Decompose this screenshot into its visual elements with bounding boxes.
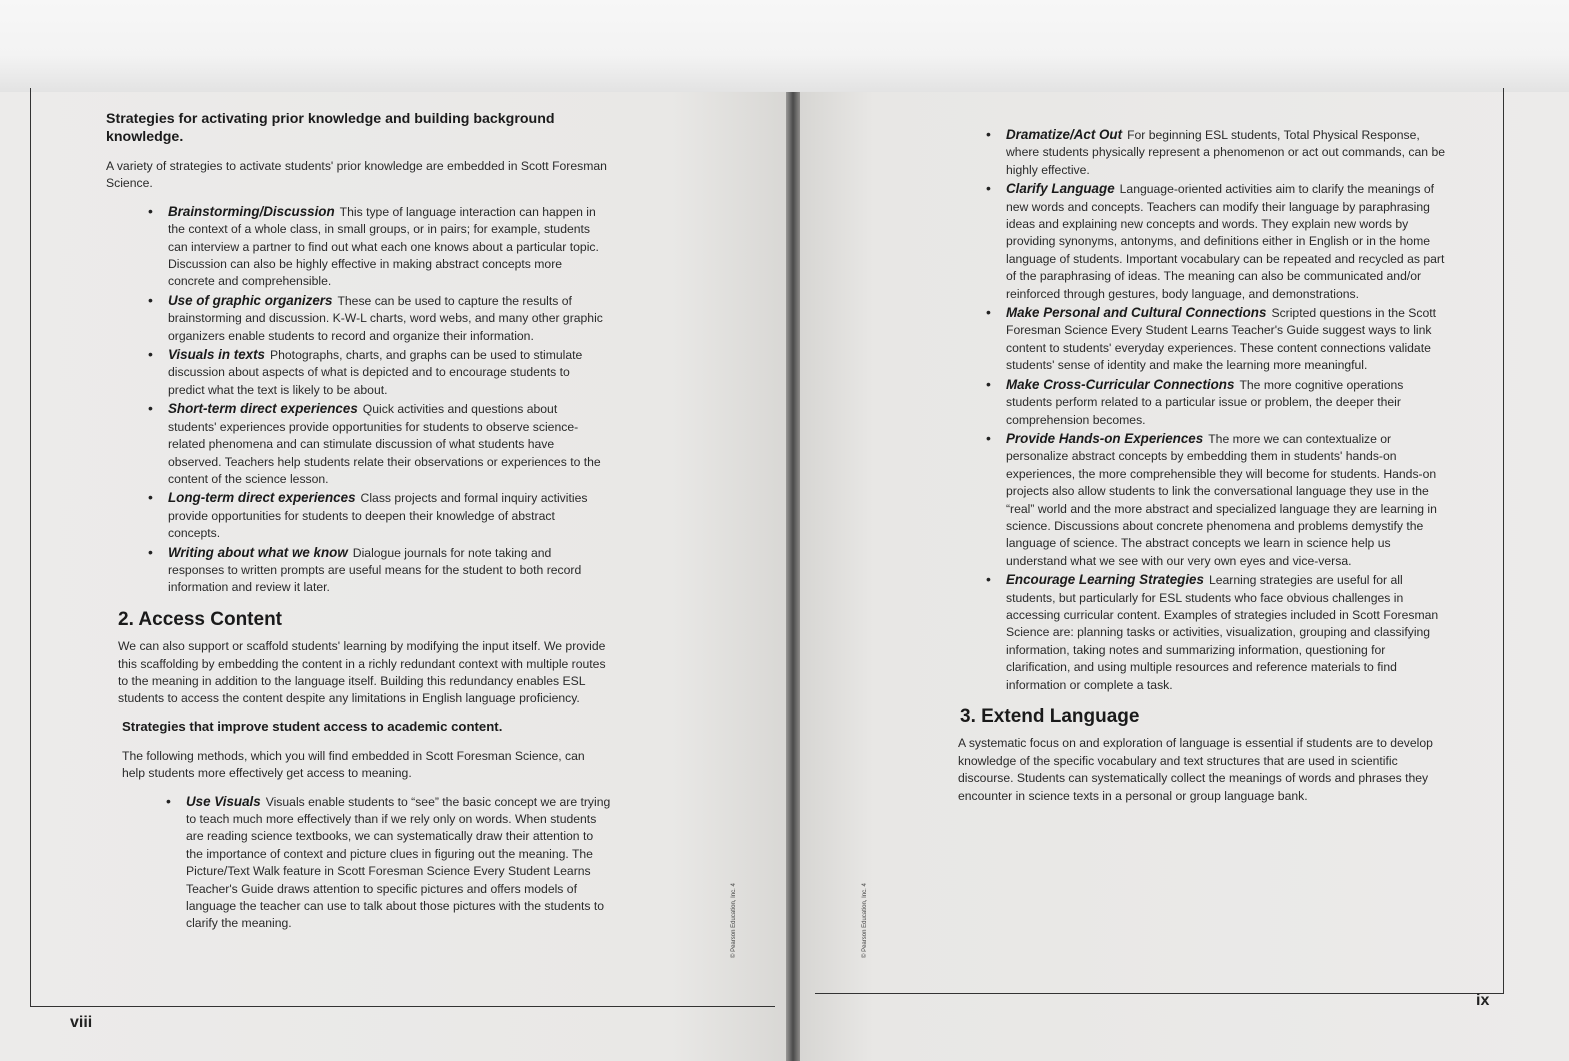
bullet-lead: Brainstorming/Discussion <box>168 203 335 219</box>
prior-knowledge-list <box>168 203 608 597</box>
bullet-lead: Make Cross-Curricular Connections <box>1006 376 1235 392</box>
left-column <box>106 110 611 945</box>
list-item <box>1006 304 1446 375</box>
bullet-lead: Dramatize/Act Out <box>1006 127 1123 142</box>
bullet-text: Quick activities and questions about students' experiences provide opportunities for students to observe science-related phenomena and can stimulate discussion of what students have observed. Teachers help students relate their observations or experiences to the content of the science lesson. <box>168 402 601 486</box>
access-content-paragraph: We can also support or scaffold students' learning by modifying the input itself. We provide this scaffolding by embedding the content in a richly redundant context with multiple routes to the meaning in addition to the language itself. Building this redundancy enables ESL students to access the content despite any limitations in English language proficiency. <box>118 639 606 706</box>
bullet-lead: Long-term direct experiences <box>168 490 356 506</box>
bullet-text: The more cognitive operations students perform related to a particular issue or problem, the deeper their comprehension becomes. <box>1006 377 1404 427</box>
bullet-text: These can be used to capture the results of brainstorming and discussion. K-W-L charts, word webs, and many other graphic organizers enable students to record and organize their information. <box>168 293 603 343</box>
intro-paragraph: A variety of strategies to activate students' prior knowledge are embedded in Scott Foresman Science. <box>106 159 607 191</box>
access-list-continued <box>1006 126 1446 694</box>
list-item <box>168 489 608 542</box>
list-item <box>1006 430 1446 570</box>
list-item <box>1006 126 1446 179</box>
list-item <box>1006 571 1446 694</box>
copyright-left: © Pearson Education, Inc. 4 <box>731 883 737 958</box>
bullet-text: Dialogue journals for note taking and responses to written prompts are useful means for the student to both record information and review it later. <box>168 545 582 595</box>
extend-language-paragraph: A systematic focus on and exploration of language is essential if students are to develop knowledge of the specific vocabulary and text structures that are used in scientific discourse. Students can systematically collect the meanings of words and phrases they encounter in science texts in a personal or group language bank. <box>958 736 1433 803</box>
list-item <box>1006 180 1446 303</box>
bullet-lead: Short-term direct experiences <box>168 401 358 417</box>
page-number-left: viii <box>70 1014 93 1031</box>
list-item <box>168 544 608 597</box>
page-top-curl <box>0 0 1569 92</box>
bullet-lead: Use of graphic organizers <box>168 292 333 308</box>
bullet-text: Scripted questions in the Scott Foresman Science Every Student Learns Teacher's Guide suggest ways to link content to students' everyday experiences. These content connections validate students' sense of identity and make the learning more meaningful. <box>1006 306 1437 373</box>
bullet-lead: Make Personal and Cultural Connections <box>1006 305 1267 321</box>
bullet-lead: Clarify Language <box>1006 181 1115 197</box>
bullet-lead: Provide Hands-on Experiences <box>1006 430 1204 446</box>
list-item <box>168 400 608 488</box>
bullet-text: Language-oriented activities aim to clarify the meanings of new words and concepts. Teachers can modify their language by paraphrasing ideas and explaining new concepts and words. They explain new words by providing synonyms, antonyms, and definitions either in English or in the home language of students. Important vocabulary can be repeated and recycled as part of the paraphrasing of ideas. The meaning can also be communicated and/or reinforced through gestures, body language, and demonstrations. <box>1006 182 1445 301</box>
copyright-right: © Pearson Education, Inc. 4 <box>862 883 868 958</box>
bullet-text: Class projects and formal inquiry activities provide opportunities for students to deepen their knowledge of abstract concepts. <box>168 491 588 541</box>
list-item <box>1006 376 1446 429</box>
section-title-extend-language: 3. Extend Language <box>960 706 1140 727</box>
heading-access-strategies: Strategies that improve student access to academic content. <box>122 718 503 734</box>
list-item <box>186 793 611 933</box>
bullet-text: Visuals enable students to “see” the basic concept we are trying to teach much more effectively than if we rely only on words. When students are reading science textbooks, we can systematically draw their attention to the importance of context and picture clues in figuring out the meaning. The Picture/Text Walk feature in Scott Foresman Science Every Student Learns Teacher's Guide draws attention to specific pictures and offers models of language the teacher can use to talk about those pictures with the students to clarify the meaning. <box>186 794 611 931</box>
bullet-text: For beginning ESL students, Total Physical Response, where students physically represent a phenomenon or act out commands, can be highly effective. <box>1006 128 1445 177</box>
bullet-lead: Visuals in texts <box>168 347 265 363</box>
bullet-lead: Encourage Learning Strategies <box>1006 572 1204 588</box>
section-title-access-content: 2. Access Content <box>118 608 283 630</box>
bullet-lead: Writing about what we know <box>168 544 348 560</box>
bullet-text: This type of language interaction can happen in the context of a whole class, in small groups, or in pairs; for example, students can interview a partner to find out what each one knows about a particular topic. Discussion can also be highly effective in making abstract concepts more concrete and comprehensible. <box>168 204 599 289</box>
bullet-text: The more we can contextualize or personalize abstract concepts by embedding them in students' hands-on experiences, the more comprehensible they will become for students. Hands-on projects also allow students to link the conversational language they use in the “real” world and the more abstract and specialized language they are learning in science. Discussions about concrete phenomena and problems demystify the language of science. The abstract concepts we learn in science help us understand what we see with our very own eyes and vice-versa. <box>1006 431 1437 568</box>
bullet-text: Photographs, charts, and graphs can be used to stimulate discussion about aspects of what is depicted and to encourage students to predict what the text is likely to be about. <box>168 348 583 397</box>
bullet-text: Learning strategies are useful for all students, but particularly for ESL students who face obvious challenges in accessing curricular content. Examples of strategies included in Scott Foresman Science are: planning tasks or activities, visualization, grouping and classifying information, taking notes and summarizing information, questioning for clarification, and using multiple resources and reference materials to find information or complete a task. <box>1006 573 1439 692</box>
list-item <box>168 203 608 291</box>
bullet-lead: Use Visuals <box>186 793 261 809</box>
list-item <box>168 292 608 345</box>
list-item <box>168 346 608 399</box>
page-number-right: ix <box>1476 992 1490 1009</box>
book-gutter <box>786 0 800 1061</box>
access-intro-paragraph: The following methods, which you will find embedded in Scott Foresman Science, can help students more effectively get access to meaning. <box>122 748 585 781</box>
heading-prior-knowledge: Strategies for activating prior knowledge and building background knowledge. <box>106 111 555 145</box>
right-column <box>958 126 1448 815</box>
access-list <box>186 793 611 933</box>
